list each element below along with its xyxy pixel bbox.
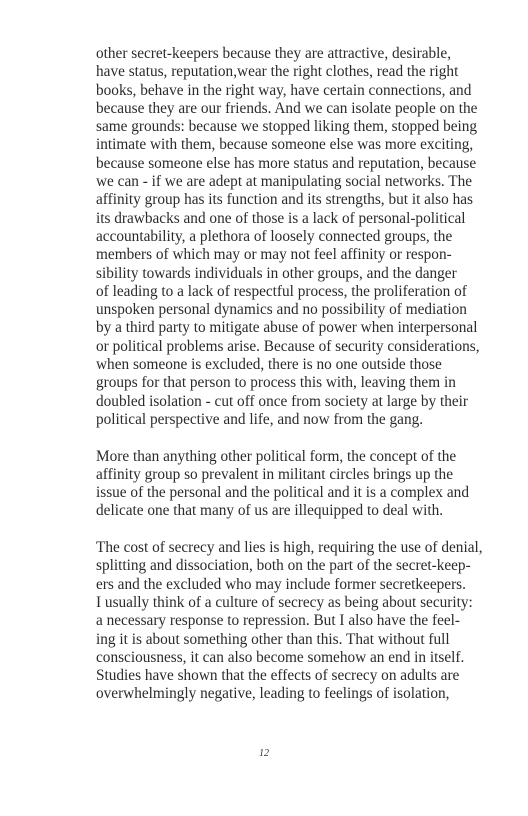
text-line: intimate with them, because someone else was more exciting, <box>96 136 474 154</box>
text-line: its drawbacks and one of those is a lack of personal-political <box>96 209 466 227</box>
paragraph-2 <box>96 448 484 521</box>
text-line: have status, reputation,wear the right clothes, read the right <box>96 63 459 81</box>
text-line: same grounds: because we stopped liking them, stopped being <box>96 118 478 136</box>
text-line: books, behave in the right way, have certain connections, and <box>96 81 472 99</box>
text-line: accountability, a plethora of loosely connected groups, the <box>96 227 453 245</box>
text-line: issue of the personal and the political and it is a complex and <box>96 484 469 502</box>
text-line: More than anything other political form, the concept of the <box>96 447 457 465</box>
text-line: I usually think of a culture of secrecy as being about security: <box>96 593 473 611</box>
text-line: a necessary response to repression. But I also have the feel- <box>96 612 461 630</box>
text-line: splitting and dissociation, both on the part of the secret-keep- <box>96 557 471 575</box>
text-line: because someone else has more status and reputation, because <box>96 154 477 172</box>
text-line: ers and the excluded who may include former secretkeepers. <box>96 575 466 593</box>
text-line: by a third party to mitigate abuse of power when interpersonal <box>96 319 478 337</box>
text-line: unspoken personal dynamics and no possibility of mediation <box>96 301 467 319</box>
text-line: affinity group so prevalent in militant circles brings up the <box>96 465 453 483</box>
page-body <box>96 45 484 704</box>
text-line: delicate one that many of us are illequipped to deal with. <box>96 502 444 520</box>
text-line: sibility towards individuals in other groups, and the danger <box>96 264 457 282</box>
text-line: affinity group has its function and its strengths, but it also has <box>96 191 473 209</box>
text-line: other secret-keepers because they are attractive, desirable, <box>96 45 452 62</box>
paragraph-spacer <box>96 521 484 539</box>
text-line: members of which may or may not feel affinity or respon- <box>96 246 452 264</box>
text-line: ing it is about something other than this. That without full <box>96 630 450 648</box>
text-line: or political problems arise. Because of security considerations, <box>96 337 480 355</box>
text-line: overwhelmingly negative, leading to feelings of isolation, <box>96 685 450 703</box>
text-line: consciousness, it can also become somehow an end in itself. <box>96 648 465 666</box>
text-line: political perspective and life, and now from the gang. <box>96 410 424 428</box>
paragraph-spacer <box>96 429 484 447</box>
text-line: because they are our friends. And we can isolate people on the <box>96 99 478 117</box>
text-line: doubled isolation - cut off once from society at large by their <box>96 392 468 410</box>
text-line: of leading to a lack of respectful process, the proliferation of <box>96 282 467 300</box>
page-number: 12 <box>259 748 269 759</box>
text-line: The cost of secrecy and lies is high, requiring the use of denial, <box>96 539 483 557</box>
text-line: Studies have shown that the effects of secrecy on adults are <box>96 667 460 685</box>
text-line: when someone is excluded, there is no one outside those <box>96 356 442 374</box>
paragraph-3 <box>96 539 484 704</box>
paragraph-1 <box>96 45 484 429</box>
text-line: we can - if we are adept at manipulating social networks. The <box>96 173 473 191</box>
text-line: groups for that person to process this with, leaving them in <box>96 374 456 392</box>
